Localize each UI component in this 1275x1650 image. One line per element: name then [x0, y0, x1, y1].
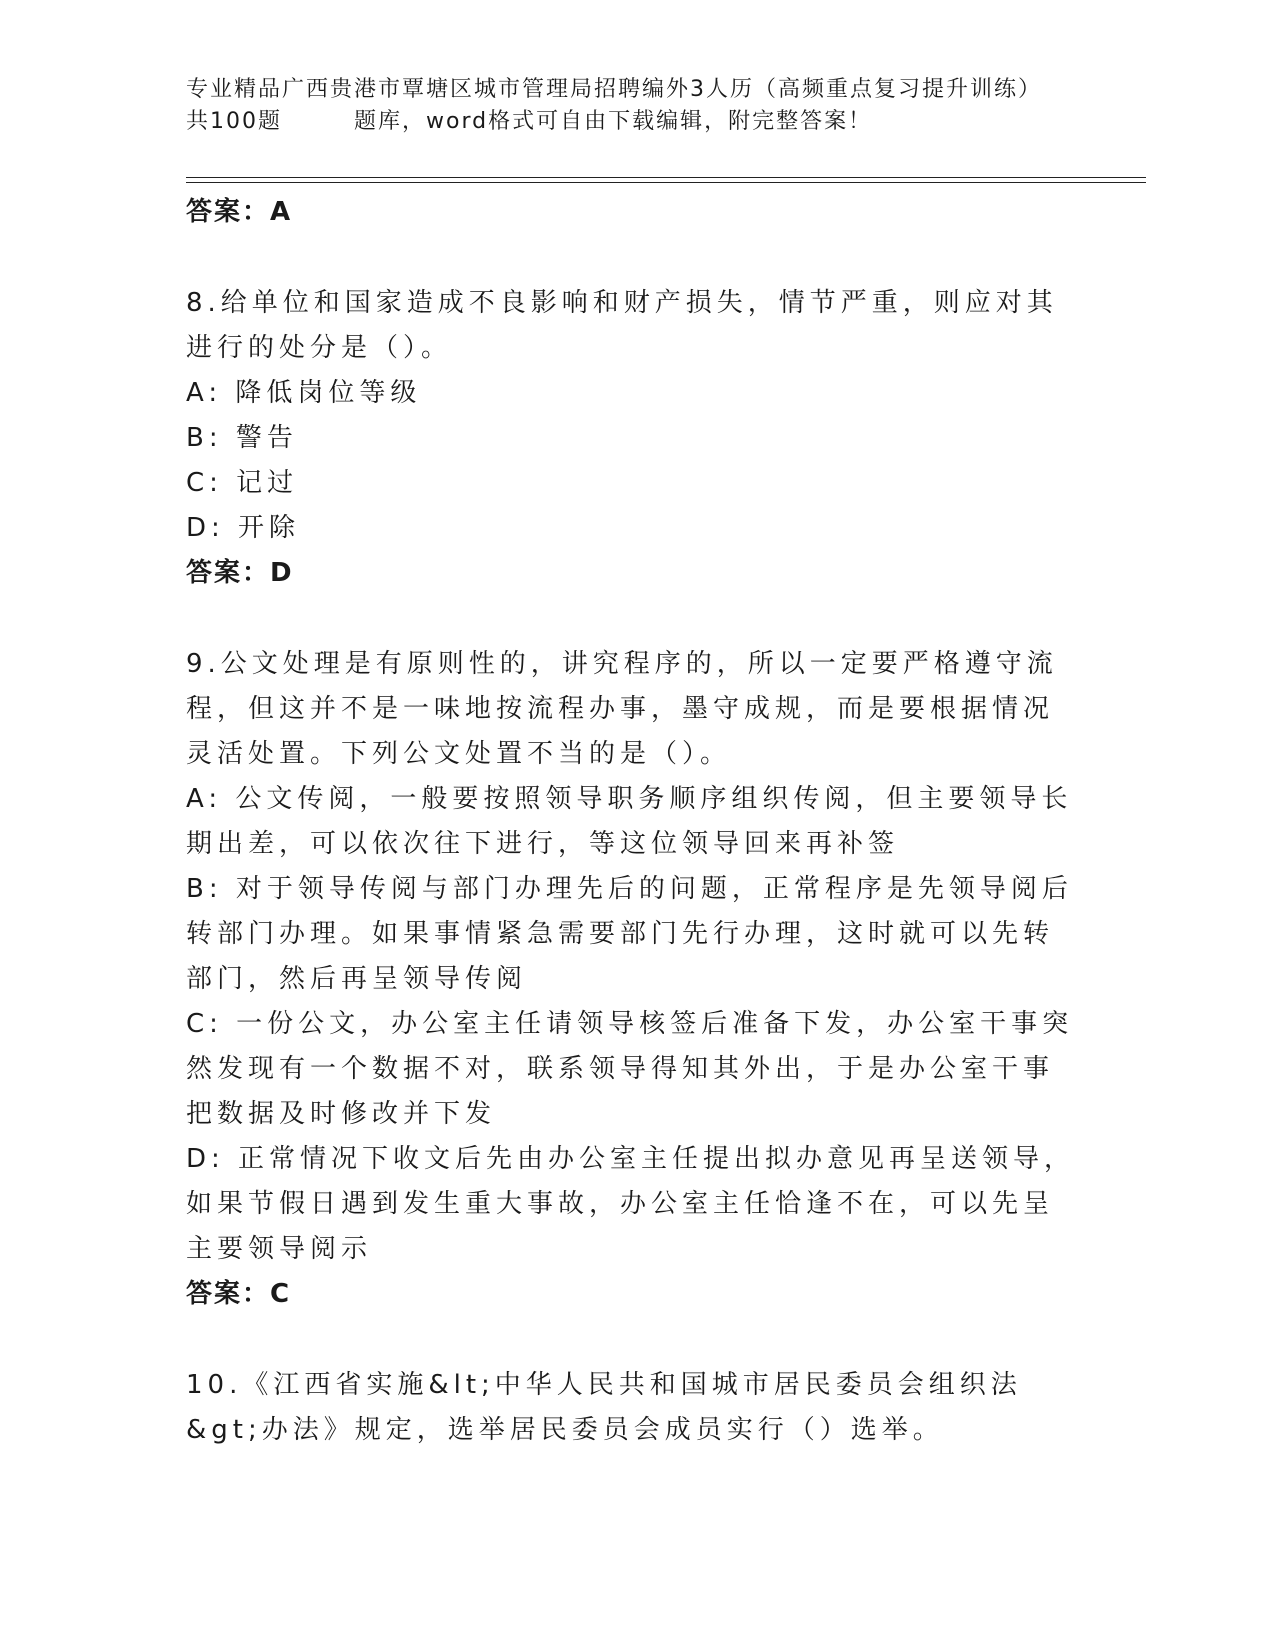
question-block-9: [186, 642, 1076, 1317]
question-stem: 10.《江西省实施&lt;中华人民共和国城市居民委员会组织法&gt;办法》规定，选举居民委员会成员实行（）选举。: [186, 1370, 1022, 1445]
option-b: B: 警告: [186, 423, 298, 453]
question-content: [186, 190, 1076, 1453]
header-question-count: 共100题: [186, 109, 282, 134]
option-d: D: 正常情况下收文后先由办公室主任提出拟办意见再呈送领导，如果节假日遇到发生重大事故，办公室主任恰逢不在，可以先呈主要领导阅示: [186, 1144, 1076, 1264]
header-divider-top: [186, 177, 1146, 178]
option-c: C: 记过: [186, 468, 299, 498]
answer-line: 答案：A: [186, 197, 293, 227]
question-block-8: [186, 281, 1076, 596]
option-c: C: 一份公文，办公室主任请领导核签后准备下发，办公室干事突然发现有一个数据不对，联系领导得知其外出，于是办公室干事把数据及时修改并下发: [186, 1009, 1074, 1129]
page-header: [186, 74, 1086, 138]
question-stem: 9.公文处理是有原则性的，讲究程序的，所以一定要严格遵守流程，但这并不是一味地按流程办事，墨守成规，而是要根据情况灵活处置。下列公文处置不当的是（）。: [186, 649, 1058, 769]
header-description: 题库，word格式可自由下载编辑，附完整答案！: [354, 109, 873, 134]
header-title-line1: 专业精品广西贵港市覃塘区城市管理局招聘编外3人历（高频重点复习提升训练）: [186, 77, 1042, 102]
option-a: A: 降低岗位等级: [186, 378, 422, 408]
option-a: A: 公文传阅，一般要按照领导职务顺序组织传阅，但主要领导长期出差，可以依次往下进行，等这位领导回来再补签: [186, 784, 1073, 859]
header-divider-bottom: [186, 182, 1146, 183]
option-d: D: 开除: [186, 513, 301, 543]
header-title-line2: [186, 106, 1086, 138]
question-stem: 8.给单位和国家造成不良影响和财产损失，情节严重，则应对其进行的处分是（）。: [186, 288, 1058, 363]
answer-line: 答案：D: [186, 558, 294, 588]
question-block-10: [186, 1363, 1076, 1453]
option-b: B: 对于领导传阅与部门办理先后的问题，正常程序是先领导阅后转部门办理。如果事情紧急需要部门先行办理，这时就可以先转部门，然后再呈领导传阅: [186, 874, 1073, 994]
answer-line: 答案：C: [186, 1279, 292, 1309]
